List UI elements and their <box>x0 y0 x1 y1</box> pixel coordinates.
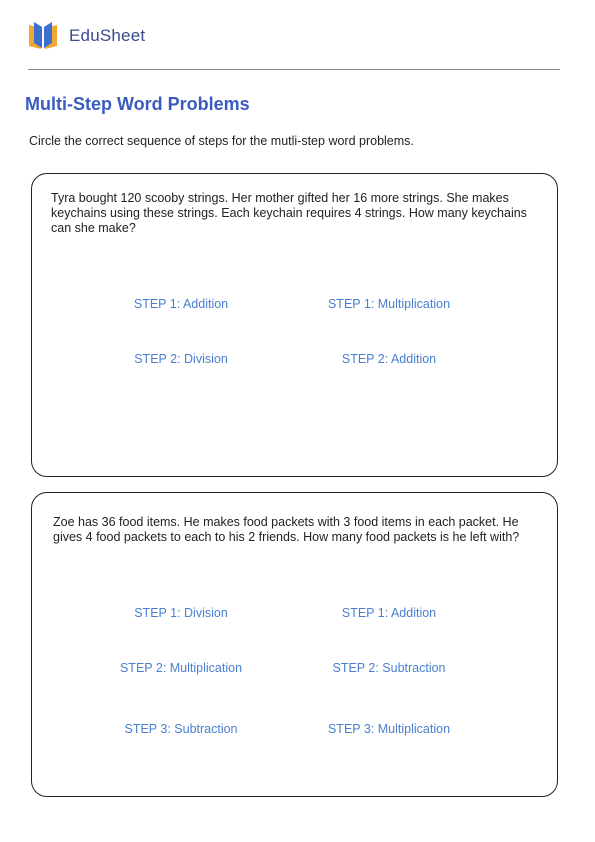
problem-1-question: Tyra bought 120 scooby strings. Her mother gifted her 16 more strings. She makes keychains using these strings. Each keychain requires 4 strings. How many keychains can she make? <box>51 191 527 235</box>
problem-1-option-a-step-2[interactable]: STEP 2: Division <box>134 352 228 366</box>
instruction-text: Circle the correct sequence of steps for the mutli-step word problems. <box>29 134 414 148</box>
problem-1-option-a-step-1[interactable]: STEP 1: Addition <box>133 297 229 311</box>
brand-name: EduSheet <box>69 26 146 45</box>
problem-2-question: Zoe has 36 food items. He makes food packets with 3 food items in each packet. He gives 4 food packets to each to his 2 friends. How many food packets is he left with? <box>53 515 520 544</box>
problem-1-option-b-step-1[interactable]: STEP 1: Multiplication <box>327 297 451 311</box>
problem-2-option-a-step-3[interactable]: STEP 3: Subtraction <box>124 722 238 736</box>
problem-2-option-b-step-3[interactable]: STEP 3: Multiplication <box>327 722 451 736</box>
problem-2-option-b-step-2[interactable]: STEP 2: Subtraction <box>332 661 446 675</box>
problem-2-option-a-step-1[interactable]: STEP 1: Division <box>134 606 228 620</box>
open-book-icon <box>26 21 60 51</box>
page-title: Multi-Step Word Problems <box>25 94 250 114</box>
problem-card-1 <box>31 173 558 477</box>
problem-1-option-b-step-2[interactable]: STEP 2: Addition <box>341 352 437 366</box>
problem-2-option-b-step-1[interactable]: STEP 1: Addition <box>341 606 437 620</box>
header <box>26 20 145 52</box>
problem-card-2 <box>31 492 558 797</box>
header-divider <box>28 69 560 70</box>
problem-2-option-a-step-2[interactable]: STEP 2: Multiplication <box>119 661 243 675</box>
